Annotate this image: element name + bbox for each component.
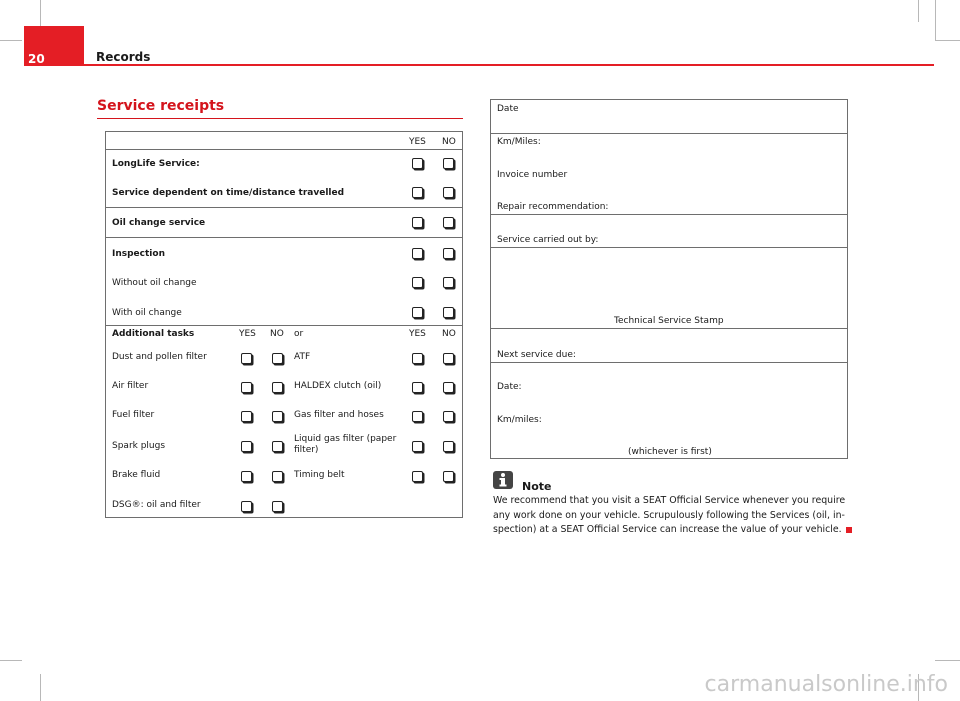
crop-mark [935,40,960,41]
oil-change-no-checkbox[interactable] [443,217,454,228]
row-divider [491,214,847,215]
row-divider [491,247,847,248]
task-right-yes-checkbox[interactable] [412,411,423,422]
watermark: carmanualsonline.info [704,672,948,697]
task-yes-checkbox[interactable] [241,441,252,452]
task-label-right: HALDEX clutch (oil) [294,381,382,391]
task-yes-checkbox[interactable] [241,471,252,482]
with-oil-label: With oil change [112,308,182,318]
time-distance-label: Service dependent on time/distance travelled [112,188,345,198]
inspection-no-checkbox[interactable] [443,248,454,259]
info-note-icon [493,471,513,489]
additional-col-or: or [294,329,304,339]
task-right-yes-checkbox[interactable] [412,441,423,452]
date2-label: Date: [497,382,522,392]
task-right-no-checkbox[interactable] [443,441,454,452]
task-no-checkbox[interactable] [272,471,283,482]
task-no-checkbox[interactable] [272,353,283,364]
task-right-no-checkbox[interactable] [443,382,454,393]
oil-change-label: Oil change service [112,218,206,228]
time-distance-yes-checkbox[interactable] [412,187,423,198]
task-no-checkbox[interactable] [272,411,283,422]
stamp-label: Technical Service Stamp [614,316,724,326]
task-right-no-checkbox[interactable] [443,471,454,482]
task-label: Air filter [112,381,149,391]
task-no-checkbox[interactable] [272,501,283,512]
header-rule [84,64,934,66]
next-due-label: Next service due: [497,350,576,360]
row-divider [106,237,462,238]
row-divider [106,207,462,208]
col-yes: YES [409,137,426,147]
km-miles-label: Km/Miles: [497,137,541,147]
task-right-yes-checkbox[interactable] [412,382,423,393]
additional-col-yes: YES [239,329,256,339]
task-label-right: ATF [294,352,311,362]
with-oil-yes-checkbox[interactable] [412,307,423,318]
km-miles2-label: Km/miles: [497,415,542,425]
task-label: Dust and pollen filter [112,352,207,362]
time-distance-no-checkbox[interactable] [443,187,454,198]
task-label: Spark plugs [112,441,166,451]
section-title: Service receipts [97,98,225,114]
invoice-label: Invoice number [497,170,568,180]
inspection-label: Inspection [112,249,165,259]
oil-change-yes-checkbox[interactable] [412,217,423,228]
task-label: DSG®: oil and filter [112,500,201,510]
task-right-no-checkbox[interactable] [443,353,454,364]
task-label-right-cont: filter) [294,445,319,455]
task-label-right: Liquid gas filter (paper [294,434,397,444]
task-no-checkbox[interactable] [272,382,283,393]
without-oil-no-checkbox[interactable] [443,277,454,288]
crop-mark [40,674,41,701]
task-yes-checkbox[interactable] [241,501,252,512]
task-right-no-checkbox[interactable] [443,411,454,422]
service-record-form [490,99,848,459]
task-yes-checkbox[interactable] [241,382,252,393]
additional-col-yes-right: YES [409,329,426,339]
row-divider [491,328,847,329]
date-label: Date [497,104,519,114]
page-header-title: Records [96,50,151,64]
task-label: Brake fluid [112,470,161,480]
row-divider [106,325,462,326]
task-yes-checkbox[interactable] [241,411,252,422]
col-no: NO [442,137,456,147]
task-label: Fuel filter [112,410,155,420]
inspection-yes-checkbox[interactable] [412,248,423,259]
row-divider [491,362,847,363]
row-divider [491,133,847,134]
additional-col-no-right: NO [442,329,456,339]
task-right-yes-checkbox[interactable] [412,353,423,364]
carried-out-label: Service carried out by: [497,235,599,245]
row-divider [106,149,462,150]
end-of-section-mark [846,527,852,533]
crop-mark [935,0,936,40]
service-table [105,131,463,518]
section-rule [97,118,463,119]
task-label-right: Gas filter and hoses [294,410,384,420]
longlife-yes-checkbox[interactable] [412,158,423,169]
task-no-checkbox[interactable] [272,441,283,452]
task-yes-checkbox[interactable] [241,353,252,364]
note-body: We recommend that you visit a SEAT Official Service whenever you require any work done on your vehicle. Scrupulously following the Services (oil, in-spection) at a SEAT Official Service can increase the value of your vehicle. [493,495,846,535]
task-label-right: Timing belt [294,470,345,480]
page-number: 20 [24,26,84,66]
without-oil-label: Without oil change [112,278,197,288]
crop-mark [0,660,22,661]
additional-col-no: NO [270,329,284,339]
crop-mark [0,40,22,41]
longlife-label: LongLife Service: [112,159,200,169]
longlife-no-checkbox[interactable] [443,158,454,169]
additional-tasks-title: Additional tasks [112,329,195,339]
with-oil-no-checkbox[interactable] [443,307,454,318]
crop-mark [918,0,919,22]
crop-mark [935,660,960,661]
task-right-yes-checkbox[interactable] [412,471,423,482]
repair-label: Repair recommendation: [497,202,609,212]
whichever-label: (whichever is first) [628,447,712,457]
note-title: Note [522,480,552,493]
without-oil-yes-checkbox[interactable] [412,277,423,288]
